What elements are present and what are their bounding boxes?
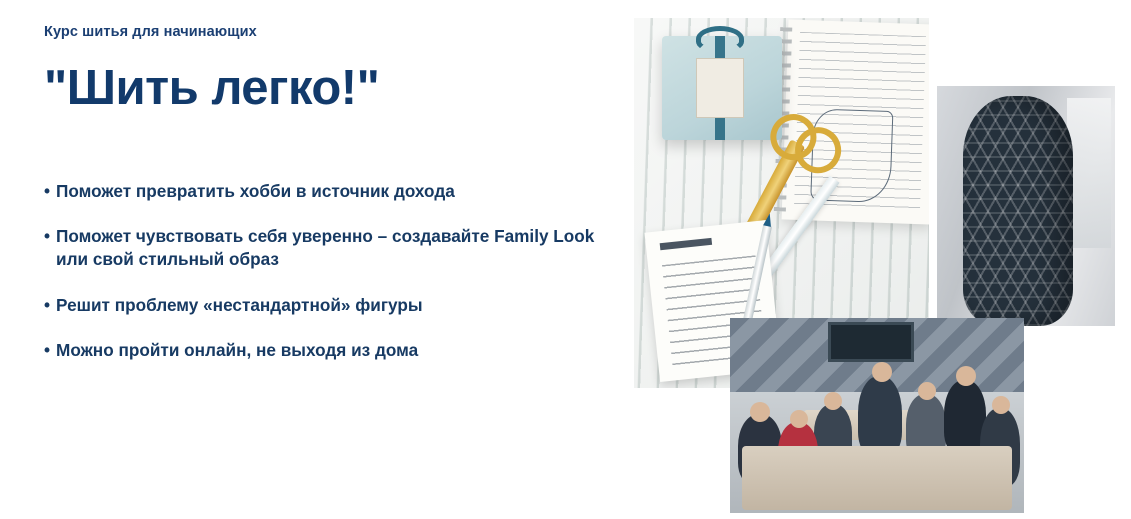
bullet-dot-icon: •: [44, 181, 51, 201]
person-head: [824, 392, 842, 410]
bow-icon: [696, 26, 744, 52]
eyebrow-label: Курс шитья для начинающих: [44, 24, 257, 40]
gift-box: [662, 36, 782, 140]
bullet-dot-icon: •: [44, 226, 51, 247]
person-head: [872, 362, 892, 382]
person: [858, 376, 902, 456]
person-head: [992, 396, 1010, 414]
text-column: [44, 24, 604, 115]
list-item: [44, 294, 604, 317]
list-item-label: Поможет превратить хобби в источник дохода: [56, 181, 455, 201]
window-light: [1067, 98, 1111, 248]
person-head: [918, 382, 936, 400]
image-collage: [634, 18, 1114, 513]
dress-form-photo: [937, 86, 1115, 326]
person-head: [790, 410, 808, 428]
list-item-label: Поможет чувствовать себя уверенно – создавайте Family Look или свой стильный образ: [56, 226, 595, 270]
benefits-list: [44, 180, 604, 384]
chalkboard: [828, 322, 914, 362]
bullet-dot-icon: •: [44, 339, 51, 360]
person-head: [750, 402, 770, 422]
list-item: [44, 225, 604, 271]
work-table: [742, 446, 1012, 510]
sewing-class-photo: [730, 318, 1024, 513]
bullet-dot-icon: •: [44, 294, 51, 315]
list-item-label: Решит проблему «нестандартной» фигуры: [56, 294, 423, 315]
card-title-bar: [660, 238, 712, 250]
list-item-label: Можно пройти онлайн, не выходя из дома: [56, 339, 419, 360]
list-item: [44, 180, 604, 203]
lace-dress: [963, 96, 1073, 326]
list-item: [44, 339, 604, 362]
page-title: "Шить легко!": [44, 61, 380, 116]
person-head: [956, 366, 976, 386]
